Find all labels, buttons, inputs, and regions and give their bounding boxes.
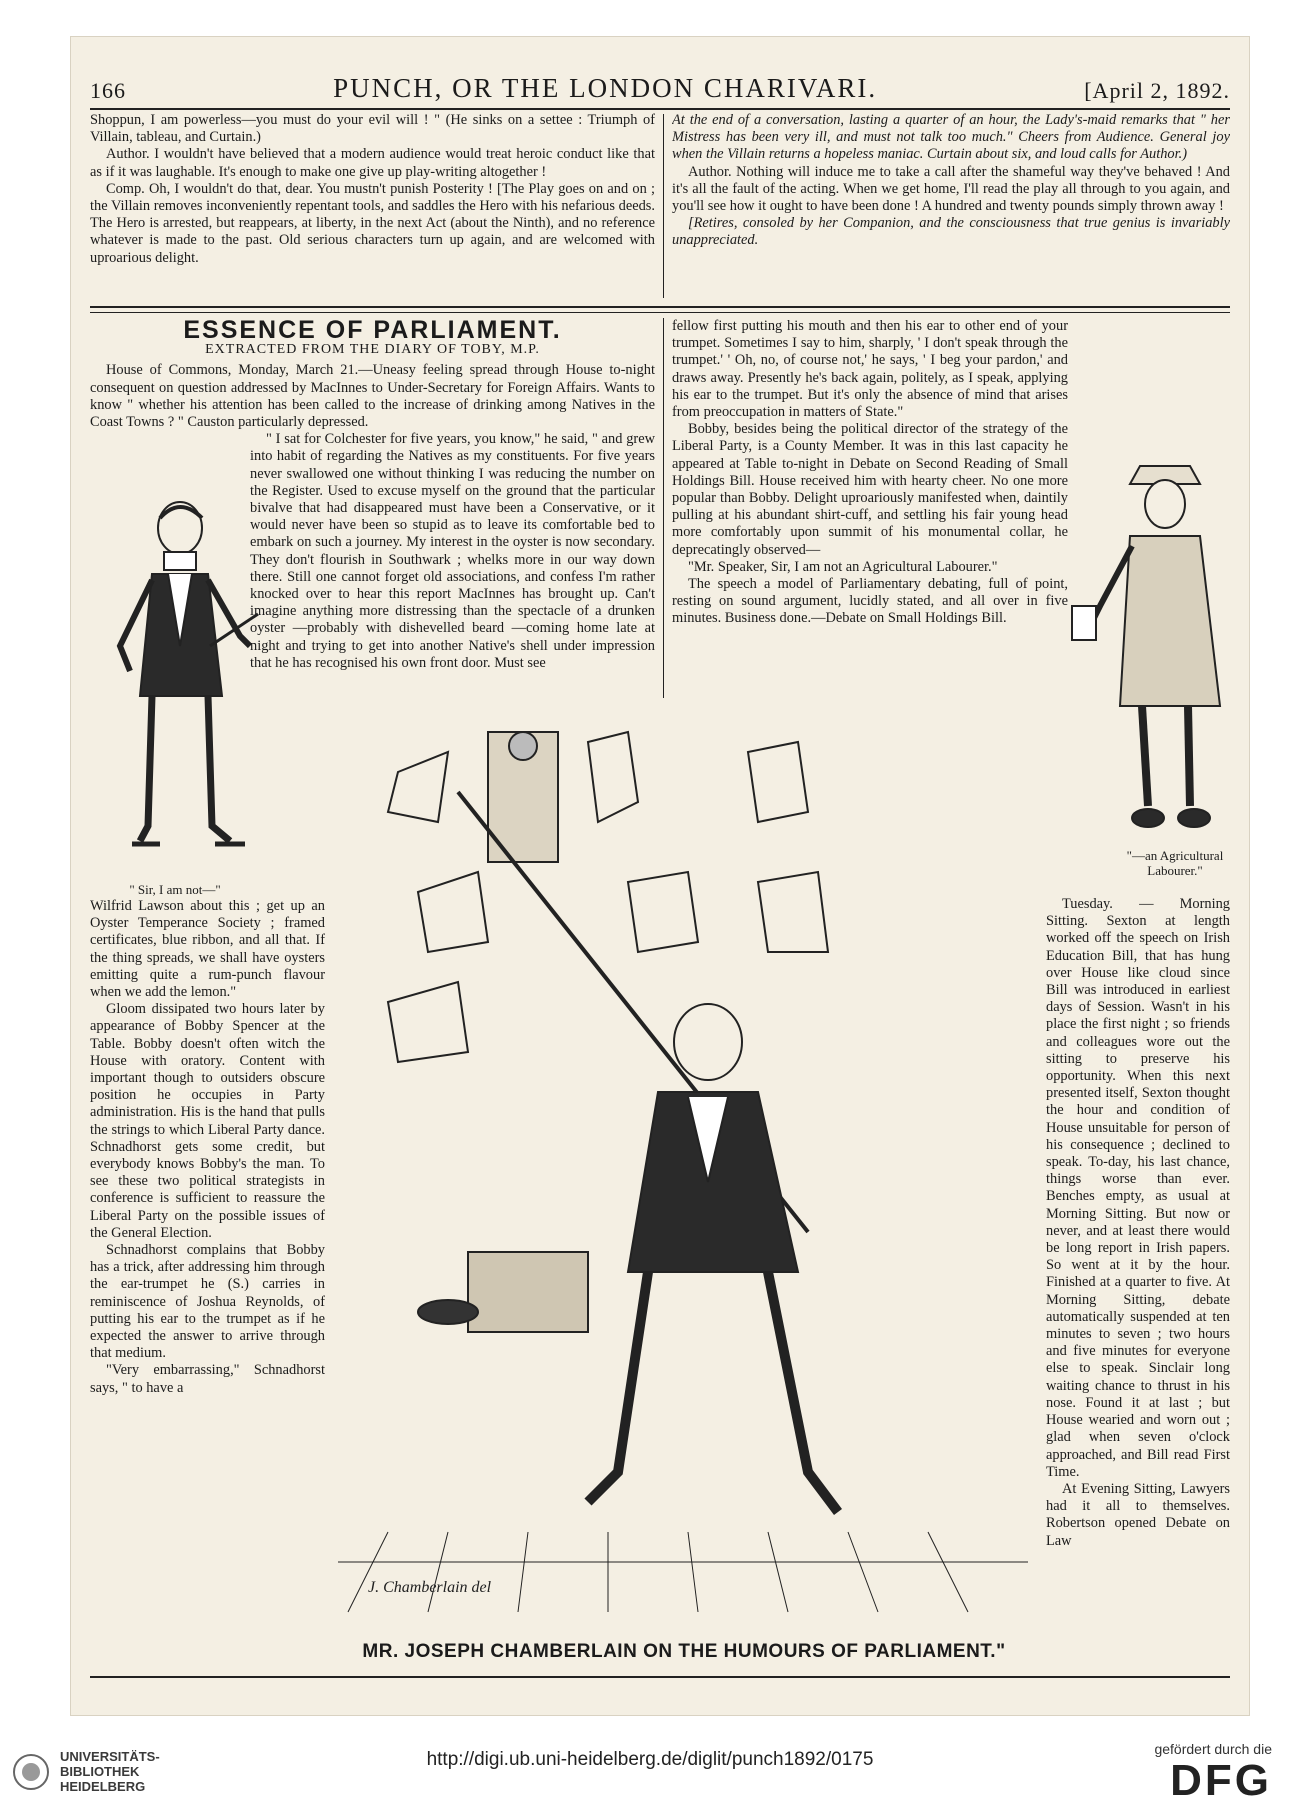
paragraph: Gloom dissipated two hours later by appearance of Bobby Spencer at the Table. Bobby doesn't often witch the House with oratory. Content with important though to outsiders obscure position he occupies in Party administration. His is the hand that pulls the strings to which Liberal Party dance. Schnadhorst gets some credit, but everybody knows Bobby's the man. To see these two political strategists in conference is sufficient to reassure the Liberal Party on the possible issues of the General Election. <box>90 1001 325 1241</box>
paragraph: Shoppun, I am powerless—you must do your evil will ! " (He sinks on a settee : Triumph of Villain, tableau, and Curtain.) <box>90 112 655 146</box>
article-column-2 <box>672 318 1068 713</box>
funder-block <box>1154 1741 1272 1805</box>
caption-right-figure: "—an Agricultural Labourer." <box>1126 848 1224 878</box>
source-url-link[interactable]: http://digi.ub.uni-heidelberg.de/diglit/punch1892/0175 <box>426 1749 874 1770</box>
section-rule <box>90 312 1230 313</box>
article-title: ESSENCE OF PARLIAMENT. <box>183 318 562 344</box>
magazine-title: PUNCH, OR THE LONDON CHARIVARI. <box>333 73 878 103</box>
paragraph: "Mr. Speaker, Sir, I am not an Agricultural Labourer." <box>688 558 998 575</box>
article-subtitle: EXTRACTED FROM THE DIARY OF TOBY, M.P. <box>205 342 540 358</box>
top-right-column <box>672 112 1230 300</box>
top-left-column <box>90 112 655 300</box>
paragraph: The speech a model of Parliamentary debating, full of point, resting on sound argument, lucidly stated, and all over in five minutes. Business done.—Debate on Small Holdings Bill. <box>672 576 1068 627</box>
paragraph: Tuesday. — Morning Sitting. Sexton at length worked off the speech on Irish Education Bill, that has hung over House like cloud since Bill was introduced in earliest days of Session. Wasn't in his place the first night ; so friends and colleagues wore out the sitting to preserve his opportunity. When this next presented itself, Sexton thought the hour and condition of House unsuitable for person of his consequence ; declined to speak. To-day, his last chance, things worse than ever. Benches empty, as usual at Morning Sitting. But now or never, and at least there would be long report in Irish papers. So went at it by the hour. Finished at a quarter to five. At Morning Sitting, debate automatically suspended at ten minutes to seven ; two hours and five minutes for everyone else to speak. Sinclair long waiting chance to thrust in his nose. Found it at last ; but House wearied and worn out ; glad when seven o'clock approached, and Bill read First Time. <box>1046 896 1230 1480</box>
column-divider <box>663 114 664 298</box>
bottom-rule <box>90 1676 1230 1678</box>
dfg-logo[interactable]: DFG <box>1170 1756 1272 1805</box>
paragraph: At the end of a conversation, lasting a quarter of an hour, the Lady's-maid remarks that " her Mistress has been very ill, and must not talk too much." Cheers from Audience. General joy when the Villain returns a hopeless maniac. Curtain about six, and loud calls for Author.) <box>672 112 1230 163</box>
paragraph: Author. Nothing will induce me to take a call after the shameful way they've behaved ! And it's all the fault of the acting. When we get home, I'll read the play all through to you again, and you'll see how it ought to have been done ! A hundred and twenty pounds simply thrown away ! <box>672 163 1230 215</box>
paragraph: Author. I wouldn't have believed that a modern audience would treat heroic conduct like that as if it was laughable. It's enough to make one give up play-writing altogether ! <box>90 146 655 180</box>
paragraph: House of Commons, Monday, March 21.—Uneasy feeling spread through House to-night consequent on question addressed by MacInnes to Under-Secretary for Foreign Affairs. Wants to know " whether his attention has been called to the increase of drinking among Natives in the Coast Towns ? " Causton particularly depressed. <box>90 362 655 431</box>
paragraph: At Evening Sitting, Lawyers had it all to themselves. Robertson opened Debate on Law <box>1046 1480 1230 1549</box>
paragraph: Schnadhorst complains that Bobby has a trick, after addressing him through the ear-trumpet he (S.) carries in reminiscence of Joshua Reynolds, of putting his ear to the trumpet as if he expected the answer to arrive through that medium. <box>90 1242 325 1362</box>
paragraph: "Very embarrassing," Schnadhorst says, " to have a <box>90 1362 325 1396</box>
caption-left-figure: " Sir, I am not—" <box>129 882 221 897</box>
paragraph: [Retires, consoled by her Companion, and the consciousness that true genius is invariably unappreciated. <box>672 215 1230 249</box>
paragraph: Comp. Oh, I wouldn't do that, dear. You mustn't punish Posterity ! [The Play goes on and on ; the Villain removes inconveniently repentant tools, and saddles the Hero with his nefarious deeds. The Hero is arrested, but reappears, at liberty, in the next Act (about the Ninth), and no reference whatever is made to the past. Old serious characters turn up again, and are welcomed with uproarious delight. <box>90 180 655 266</box>
paragraph: Wilfrid Lawson about this ; get up an Oyster Temperance Society ; framed certificates, blue ribbon, and all that. If the thing spreads, we shall have oysters emitting quite a rum-punch flavour when we add the lemon." <box>90 898 325 1001</box>
page-number: 166 <box>90 78 126 103</box>
funding-note: gefördert durch die <box>1154 1741 1272 1757</box>
paragraph: " I sat for Colchester for five years, you know," he said, " and grew into habit of regarding the Natives as my constituents. For five years never swallowed one without thinking I was reducing the number on the Register. Used to excuse myself on the ground that the particular bivalve that had disappeared must have been a Conservative, or it would never have been so stupid as to leave its comfortable bed to embark on such a journey. My interest in the oyster is now secondary. They don't flourish in Southwark ; whelks more in our way down there. Still one cannot forget old associations, and confess I'm rather knocked over to hear this report MacInnes has brought up. Can't imagine anything more distressing than the spectacle of a drunken oyster —probably with dishevelled beard —coming home late at night and trying to get into another Native's shell under impression that he has recognised his own front door. Must see <box>250 431 655 671</box>
cartoon-caption: MR. JOSEPH CHAMBERLAIN ON THE HUMOURS OF PARLIAMENT." <box>362 1641 1006 1662</box>
paragraph: fellow first putting his mouth and then his ear to other end of your trumpet. Sometimes I say to him, sharply, ' I don't speak through the trumpet.' ' Oh, no, of course not,' he says, ' I beg your pardon,' and draws away. Presently he's back again, politely, as I speak, applying his ear to the trumpet. But it's only the absence of mind that arises from preoccupation in matters of State." <box>672 318 1068 421</box>
illustration-chamberlain-cartoon <box>328 712 1040 1632</box>
cartoon-signature: J. Chamberlain del <box>368 1579 492 1596</box>
page-header <box>90 64 1230 110</box>
footer-bar <box>0 1735 1300 1818</box>
scanned-page <box>70 36 1250 1716</box>
library-name: UNIVERSITÄTS- BIBLIOTHEK HEIDELBERG <box>60 1749 160 1794</box>
illustration-agricultural-labourer <box>1070 456 1235 856</box>
column-divider <box>663 318 664 698</box>
paragraph: Bobby, besides being the political director of the strategy of the Liberal Party, is a County Member. It was in this last capacity he appeared at Table to-night in Debate on Second Reading of Small Holdings Bill. House received him with hearty cheer. No one more popular than Bobby. Delight uproariously manifested when, daintily pulling at his abundant shirt-cuff, and settling his fair young head more comfortably upon summit of his monumental collar, he deprecatingly observed— <box>672 421 1068 558</box>
article-column-1-bottom <box>90 898 325 1708</box>
issue-date: [April 2, 1892. <box>1084 78 1230 103</box>
section-rule <box>90 306 1230 308</box>
illustration-gentleman-speaking <box>90 496 265 876</box>
article-column-3 <box>1046 896 1230 1708</box>
